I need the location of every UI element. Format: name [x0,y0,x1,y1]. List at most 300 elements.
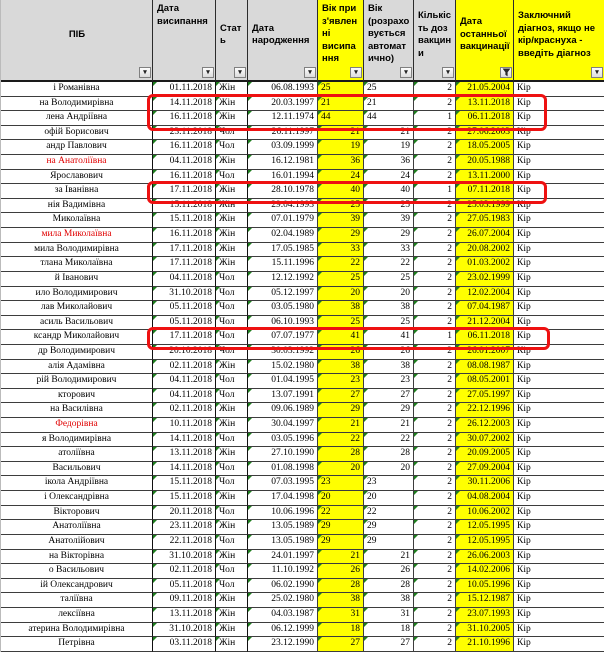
cell-doses[interactable] [414,520,456,535]
cell-dob[interactable] [248,316,318,331]
cell-sex[interactable] [216,301,248,316]
cell-last-vacc[interactable] [456,316,514,331]
cell-rash-date[interactable] [153,462,216,477]
cell-diagnosis[interactable] [514,637,604,652]
cell-name[interactable] [1,462,153,477]
cell-rash-date[interactable] [153,82,216,97]
cell-age-at-rash[interactable] [318,593,364,608]
cell-age-at-rash[interactable] [318,374,364,389]
cell-doses[interactable] [414,374,456,389]
cell-doses[interactable] [414,491,456,506]
cell-rash-date[interactable] [153,550,216,565]
cell-sex[interactable] [216,623,248,638]
cell-age-auto[interactable] [364,97,414,112]
cell-name[interactable] [1,243,153,258]
cell-sex[interactable] [216,447,248,462]
cell-age-auto[interactable] [364,593,414,608]
cell-age-at-rash[interactable] [318,447,364,462]
filter-button[interactable] [500,67,512,78]
cell-name[interactable] [1,520,153,535]
cell-diagnosis[interactable] [514,126,604,141]
cell-last-vacc[interactable] [456,623,514,638]
cell-doses[interactable] [414,287,456,302]
cell-age-at-rash[interactable] [318,330,364,345]
cell-doses[interactable] [414,418,456,433]
cell-sex[interactable] [216,506,248,521]
cell-doses[interactable] [414,550,456,565]
cell-sex[interactable] [216,82,248,97]
cell-sex[interactable] [216,155,248,170]
cell-name[interactable] [1,579,153,594]
cell-rash-date[interactable] [153,170,216,185]
cell-rash-date[interactable] [153,272,216,287]
cell-dob[interactable] [248,637,318,652]
cell-name[interactable] [1,403,153,418]
cell-rash-date[interactable] [153,228,216,243]
cell-dob[interactable] [248,462,318,477]
cell-sex[interactable] [216,389,248,404]
cell-age-at-rash[interactable] [318,608,364,623]
cell-age-at-rash[interactable] [318,491,364,506]
cell-age-at-rash[interactable] [318,579,364,594]
cell-doses[interactable] [414,433,456,448]
cell-age-at-rash[interactable] [318,287,364,302]
cell-dob[interactable] [248,389,318,404]
cell-rash-date[interactable] [153,506,216,521]
cell-rash-date[interactable] [153,520,216,535]
cell-age-auto[interactable] [364,403,414,418]
cell-last-vacc[interactable] [456,330,514,345]
cell-sex[interactable] [216,97,248,112]
cell-diagnosis[interactable] [514,506,604,521]
cell-age-at-rash[interactable] [318,535,364,550]
cell-diagnosis[interactable] [514,228,604,243]
cell-age-at-rash[interactable] [318,476,364,491]
cell-dob[interactable] [248,213,318,228]
cell-age-at-rash[interactable] [318,403,364,418]
cell-doses[interactable] [414,82,456,97]
cell-doses[interactable] [414,243,456,258]
cell-age-auto[interactable] [364,550,414,565]
cell-age-at-rash[interactable] [318,345,364,360]
cell-name[interactable] [1,564,153,579]
cell-age-auto[interactable] [364,199,414,214]
cell-age-at-rash[interactable] [318,213,364,228]
cell-age-at-rash[interactable] [318,520,364,535]
cell-doses[interactable] [414,403,456,418]
cell-name[interactable] [1,491,153,506]
cell-last-vacc[interactable] [456,97,514,112]
cell-name[interactable] [1,213,153,228]
cell-age-at-rash[interactable] [318,170,364,185]
cell-age-auto[interactable] [364,301,414,316]
cell-rash-date[interactable] [153,184,216,199]
cell-sex[interactable] [216,243,248,258]
cell-dob[interactable] [248,506,318,521]
cell-doses[interactable] [414,155,456,170]
cell-age-auto[interactable] [364,316,414,331]
cell-age-auto[interactable] [364,184,414,199]
cell-dob[interactable] [248,608,318,623]
cell-age-at-rash[interactable] [318,623,364,638]
filter-button[interactable] [234,67,246,78]
cell-name[interactable] [1,550,153,565]
cell-dob[interactable] [248,433,318,448]
cell-diagnosis[interactable] [514,374,604,389]
filter-button[interactable] [400,67,412,78]
cell-sex[interactable] [216,476,248,491]
cell-age-auto[interactable] [364,330,414,345]
cell-age-auto[interactable] [364,272,414,287]
cell-last-vacc[interactable] [456,593,514,608]
cell-diagnosis[interactable] [514,97,604,112]
cell-dob[interactable] [248,272,318,287]
cell-age-auto[interactable] [364,228,414,243]
cell-age-auto[interactable] [364,389,414,404]
cell-last-vacc[interactable] [456,403,514,418]
cell-diagnosis[interactable] [514,403,604,418]
cell-doses[interactable] [414,199,456,214]
cell-age-at-rash[interactable] [318,301,364,316]
cell-last-vacc[interactable] [456,564,514,579]
cell-diagnosis[interactable] [514,243,604,258]
cell-dob[interactable] [248,418,318,433]
cell-name[interactable] [1,535,153,550]
cell-doses[interactable] [414,506,456,521]
cell-diagnosis[interactable] [514,155,604,170]
cell-age-auto[interactable] [364,418,414,433]
cell-sex[interactable] [216,287,248,302]
cell-last-vacc[interactable] [456,170,514,185]
cell-sex[interactable] [216,593,248,608]
cell-name[interactable] [1,345,153,360]
cell-last-vacc[interactable] [456,491,514,506]
cell-dob[interactable] [248,491,318,506]
cell-last-vacc[interactable] [456,418,514,433]
cell-diagnosis[interactable] [514,170,604,185]
cell-age-auto[interactable] [364,287,414,302]
cell-age-auto[interactable] [364,213,414,228]
cell-last-vacc[interactable] [456,345,514,360]
cell-rash-date[interactable] [153,608,216,623]
cell-rash-date[interactable] [153,535,216,550]
cell-doses[interactable] [414,535,456,550]
cell-age-auto[interactable] [364,82,414,97]
cell-diagnosis[interactable] [514,330,604,345]
cell-last-vacc[interactable] [456,579,514,594]
cell-rash-date[interactable] [153,579,216,594]
cell-rash-date[interactable] [153,213,216,228]
cell-sex[interactable] [216,535,248,550]
cell-last-vacc[interactable] [456,360,514,375]
cell-age-at-rash[interactable] [318,272,364,287]
cell-dob[interactable] [248,243,318,258]
cell-age-at-rash[interactable] [318,433,364,448]
cell-diagnosis[interactable] [514,476,604,491]
cell-name[interactable] [1,433,153,448]
cell-dob[interactable] [248,345,318,360]
cell-doses[interactable] [414,330,456,345]
cell-age-auto[interactable] [364,506,414,521]
cell-name[interactable] [1,199,153,214]
cell-age-at-rash[interactable] [318,506,364,521]
cell-name[interactable] [1,418,153,433]
cell-dob[interactable] [248,360,318,375]
cell-diagnosis[interactable] [514,199,604,214]
cell-age-auto[interactable] [364,433,414,448]
cell-rash-date[interactable] [153,330,216,345]
cell-age-auto[interactable] [364,345,414,360]
cell-name[interactable] [1,82,153,97]
cell-dob[interactable] [248,287,318,302]
cell-age-auto[interactable] [364,637,414,652]
cell-dob[interactable] [248,82,318,97]
cell-doses[interactable] [414,345,456,360]
cell-age-at-rash[interactable] [318,155,364,170]
filter-button[interactable] [350,67,362,78]
cell-rash-date[interactable] [153,389,216,404]
cell-sex[interactable] [216,345,248,360]
cell-age-at-rash[interactable] [318,199,364,214]
cell-age-auto[interactable] [364,155,414,170]
cell-age-at-rash[interactable] [318,418,364,433]
cell-name[interactable] [1,608,153,623]
cell-dob[interactable] [248,579,318,594]
cell-rash-date[interactable] [153,418,216,433]
cell-doses[interactable] [414,170,456,185]
cell-last-vacc[interactable] [456,243,514,258]
cell-doses[interactable] [414,111,456,126]
cell-diagnosis[interactable] [514,389,604,404]
cell-name[interactable] [1,301,153,316]
cell-last-vacc[interactable] [456,301,514,316]
cell-rash-date[interactable] [153,316,216,331]
cell-age-auto[interactable] [364,170,414,185]
cell-dob[interactable] [248,535,318,550]
cell-name[interactable] [1,228,153,243]
cell-last-vacc[interactable] [456,374,514,389]
cell-dob[interactable] [248,564,318,579]
cell-sex[interactable] [216,579,248,594]
cell-diagnosis[interactable] [514,82,604,97]
cell-rash-date[interactable] [153,360,216,375]
cell-age-at-rash[interactable] [318,637,364,652]
cell-name[interactable] [1,593,153,608]
cell-rash-date[interactable] [153,345,216,360]
cell-age-auto[interactable] [364,243,414,258]
cell-diagnosis[interactable] [514,316,604,331]
cell-diagnosis[interactable] [514,184,604,199]
cell-sex[interactable] [216,199,248,214]
cell-diagnosis[interactable] [514,213,604,228]
cell-dob[interactable] [248,126,318,141]
filter-button[interactable] [591,67,603,78]
cell-sex[interactable] [216,520,248,535]
cell-diagnosis[interactable] [514,550,604,565]
cell-last-vacc[interactable] [456,608,514,623]
cell-diagnosis[interactable] [514,579,604,594]
cell-rash-date[interactable] [153,623,216,638]
cell-doses[interactable] [414,389,456,404]
cell-sex[interactable] [216,637,248,652]
cell-rash-date[interactable] [153,593,216,608]
cell-age-auto[interactable] [364,535,414,550]
cell-rash-date[interactable] [153,447,216,462]
cell-age-auto[interactable] [364,257,414,272]
cell-dob[interactable] [248,140,318,155]
cell-dob[interactable] [248,111,318,126]
cell-sex[interactable] [216,491,248,506]
cell-diagnosis[interactable] [514,593,604,608]
cell-doses[interactable] [414,213,456,228]
cell-dob[interactable] [248,520,318,535]
cell-last-vacc[interactable] [456,287,514,302]
cell-doses[interactable] [414,360,456,375]
cell-name[interactable] [1,360,153,375]
cell-last-vacc[interactable] [456,272,514,287]
cell-sex[interactable] [216,433,248,448]
cell-doses[interactable] [414,564,456,579]
cell-age-at-rash[interactable] [318,550,364,565]
cell-age-auto[interactable] [364,111,414,126]
cell-age-at-rash[interactable] [318,184,364,199]
cell-doses[interactable] [414,623,456,638]
cell-dob[interactable] [248,228,318,243]
cell-name[interactable] [1,330,153,345]
filter-button[interactable] [442,67,454,78]
cell-dob[interactable] [248,155,318,170]
cell-sex[interactable] [216,316,248,331]
cell-age-auto[interactable] [364,360,414,375]
cell-name[interactable] [1,374,153,389]
cell-last-vacc[interactable] [456,228,514,243]
cell-age-at-rash[interactable] [318,316,364,331]
cell-dob[interactable] [248,97,318,112]
cell-dob[interactable] [248,403,318,418]
cell-doses[interactable] [414,637,456,652]
cell-age-at-rash[interactable] [318,111,364,126]
cell-doses[interactable] [414,476,456,491]
cell-age-at-rash[interactable] [318,243,364,258]
cell-rash-date[interactable] [153,126,216,141]
cell-diagnosis[interactable] [514,301,604,316]
cell-sex[interactable] [216,462,248,477]
cell-last-vacc[interactable] [456,462,514,477]
cell-sex[interactable] [216,213,248,228]
cell-diagnosis[interactable] [514,345,604,360]
cell-dob[interactable] [248,199,318,214]
cell-age-at-rash[interactable] [318,82,364,97]
cell-sex[interactable] [216,564,248,579]
cell-doses[interactable] [414,579,456,594]
cell-rash-date[interactable] [153,140,216,155]
cell-last-vacc[interactable] [456,476,514,491]
cell-rash-date[interactable] [153,199,216,214]
cell-diagnosis[interactable] [514,433,604,448]
filter-button[interactable] [202,67,214,78]
cell-rash-date[interactable] [153,491,216,506]
cell-age-at-rash[interactable] [318,360,364,375]
cell-name[interactable] [1,389,153,404]
cell-name[interactable] [1,272,153,287]
cell-last-vacc[interactable] [456,389,514,404]
cell-name[interactable] [1,111,153,126]
cell-sex[interactable] [216,170,248,185]
cell-doses[interactable] [414,608,456,623]
cell-rash-date[interactable] [153,564,216,579]
cell-diagnosis[interactable] [514,564,604,579]
cell-rash-date[interactable] [153,374,216,389]
cell-age-at-rash[interactable] [318,228,364,243]
cell-dob[interactable] [248,476,318,491]
cell-sex[interactable] [216,403,248,418]
cell-sex[interactable] [216,126,248,141]
cell-last-vacc[interactable] [456,82,514,97]
cell-last-vacc[interactable] [456,126,514,141]
cell-last-vacc[interactable] [456,140,514,155]
cell-age-at-rash[interactable] [318,140,364,155]
cell-age-auto[interactable] [364,447,414,462]
cell-diagnosis[interactable] [514,418,604,433]
cell-doses[interactable] [414,228,456,243]
cell-sex[interactable] [216,418,248,433]
cell-name[interactable] [1,623,153,638]
cell-doses[interactable] [414,140,456,155]
cell-diagnosis[interactable] [514,111,604,126]
cell-dob[interactable] [248,184,318,199]
cell-age-at-rash[interactable] [318,257,364,272]
cell-name[interactable] [1,316,153,331]
cell-rash-date[interactable] [153,287,216,302]
cell-diagnosis[interactable] [514,140,604,155]
cell-dob[interactable] [248,301,318,316]
cell-doses[interactable] [414,97,456,112]
cell-doses[interactable] [414,257,456,272]
cell-sex[interactable] [216,111,248,126]
cell-dob[interactable] [248,257,318,272]
cell-diagnosis[interactable] [514,272,604,287]
cell-sex[interactable] [216,374,248,389]
cell-rash-date[interactable] [153,433,216,448]
cell-dob[interactable] [248,550,318,565]
cell-diagnosis[interactable] [514,520,604,535]
cell-dob[interactable] [248,447,318,462]
cell-name[interactable] [1,506,153,521]
cell-dob[interactable] [248,593,318,608]
cell-doses[interactable] [414,184,456,199]
cell-last-vacc[interactable] [456,637,514,652]
cell-sex[interactable] [216,360,248,375]
cell-age-auto[interactable] [364,140,414,155]
cell-diagnosis[interactable] [514,257,604,272]
cell-name[interactable] [1,447,153,462]
cell-name[interactable] [1,155,153,170]
filter-button[interactable] [304,67,316,78]
cell-age-auto[interactable] [364,608,414,623]
cell-age-auto[interactable] [364,374,414,389]
cell-age-auto[interactable] [364,623,414,638]
cell-diagnosis[interactable] [514,491,604,506]
cell-name[interactable] [1,126,153,141]
cell-name[interactable] [1,140,153,155]
cell-name[interactable] [1,170,153,185]
cell-name[interactable] [1,184,153,199]
cell-diagnosis[interactable] [514,447,604,462]
cell-age-auto[interactable] [364,126,414,141]
cell-diagnosis[interactable] [514,287,604,302]
cell-age-auto[interactable] [364,491,414,506]
cell-sex[interactable] [216,257,248,272]
